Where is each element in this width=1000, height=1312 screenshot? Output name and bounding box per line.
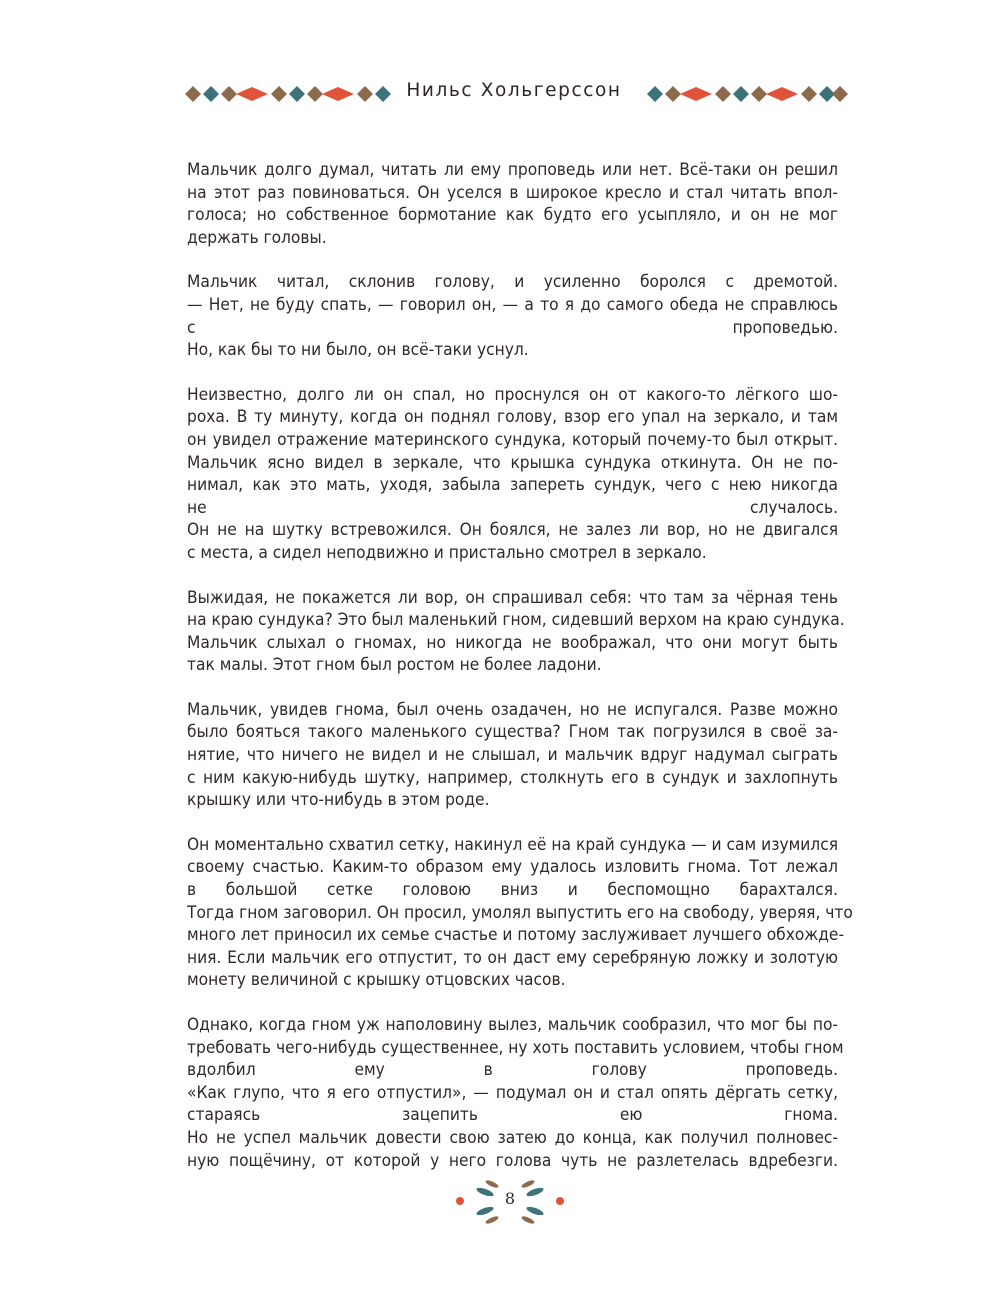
ornament-diamond-red	[680, 87, 712, 101]
ornament-diamond-teal	[733, 86, 749, 102]
text-line: нятие, что ничего не видел и не слышал, и мальчик вдруг надумал сыграть	[187, 745, 838, 766]
text-line: вдолбил ему в голову проповедь.	[187, 1060, 838, 1081]
text-line: стараясь зацепить ею гнома.	[187, 1105, 838, 1126]
paragraph	[187, 271, 838, 361]
text-line: крышку или что-нибудь в этом роде.	[187, 790, 490, 811]
ornament-diamond-brown	[801, 86, 817, 102]
ornament-diamond-brown	[185, 86, 201, 102]
text-line: с места, а сидел неподвижно и пристально смотрел в зеркало.	[187, 542, 707, 563]
text-line: голоса; но собственное бормотание как будто его усыпляло, и он не мог	[187, 205, 838, 226]
text-line: с ним какую-нибудь шутку, например, столкнуть его в сундук и захлопнуть	[187, 767, 838, 788]
text-line: роха. В ту минуту, когда он поднял голову, взор его упал на зеркало, и там	[187, 407, 838, 428]
paragraph	[187, 834, 853, 992]
text-line: своему счастью. Каким-то образом ему удалось изловить гнома. Тот лежал	[187, 857, 838, 878]
text-line: нимал, как это мать, уходя, забыла запереть сундук, чего с нею никогда	[187, 475, 838, 496]
ornament-diamond-brown	[271, 86, 287, 102]
ornament-diamond-red	[236, 87, 268, 101]
page-number: 8	[504, 1189, 516, 1208]
ornament-diamond-red	[766, 87, 798, 101]
text-line: Мальчик ясно видел в зеркале, что крышка сундука откинута. Он не по-	[187, 452, 838, 473]
paragraph	[187, 587, 845, 677]
paragraph	[187, 384, 838, 565]
ornament-diamond-teal	[647, 86, 663, 102]
text-line: Мальчик долго думал, читать ли ему проповедь или нет. Всё-таки он решил	[187, 160, 838, 180]
text-line: было бояться такого маленького существа? Гном так погрузился в своё за-	[187, 722, 838, 743]
text-line: Мальчик читал, склонив голову, и усиленно боролся с дремотой.	[187, 272, 838, 293]
text-line: Неизвестно, долго ли он спал, но проснулся он от какого-то лёгкого шо-	[187, 384, 838, 405]
folio-leaf-brown	[485, 1215, 500, 1225]
ornament-diamond-brown	[715, 86, 731, 102]
paragraph	[187, 1014, 844, 1172]
text-line: много лет приносил их семье счастье и потому заслуживает лучшего обхожде-	[187, 925, 845, 946]
ornament-diamond-teal	[289, 86, 305, 102]
text-line: Однако, когда гном уж наполовину вылез, мальчик сообразил, что мог бы по-	[187, 1015, 838, 1035]
text-line: Мальчик слыхал о гномах, но никогда не воображал, что они могут быть	[187, 632, 838, 653]
text-line: ния. Если мальчик его отпустит, то он даст ему серебряную ложку и золотую	[187, 947, 838, 968]
ornament-diamond-brown	[357, 86, 373, 102]
ornament-diamond-red	[322, 87, 354, 101]
text-line: ную пощёчину, от которой у него голова чуть не разлетелась вдребезги.	[187, 1150, 838, 1171]
folio-leaf-brown	[521, 1180, 536, 1189]
ornament-diamond-brown	[307, 86, 323, 102]
paragraph	[187, 699, 838, 812]
text-line: Мальчик, увидев гнома, был очень озадачен, но не испугался. Разве можно	[187, 699, 838, 720]
text-line: монету величиной с крышку отцовских часов.	[187, 970, 566, 991]
ornament-diamond-brown	[751, 86, 767, 102]
ornament-diamond-teal	[203, 86, 219, 102]
text-line: требовать чего-нибудь существеннее, ну хоть поставить условием, чтобы гном	[187, 1037, 844, 1058]
ornament-diamond-brown	[832, 86, 848, 102]
ornament-diamond-teal	[375, 86, 391, 102]
book-title: Нильс Хольгерссон	[406, 80, 622, 101]
text-line: он увидел отражение материнского сундука, который почему-то был открыт.	[187, 429, 838, 450]
text-line: «Как глупо, что я его отпустил», — подумал он и стал опять дёргать сетку,	[187, 1082, 838, 1103]
text-line: Но не успел мальчик довести свою затею до конца, как получил полновес-	[187, 1127, 838, 1148]
text-line: — Нет, не буду спать, — говорил он, — а то я до самого обеда не справлюсь	[187, 294, 838, 315]
text-line: в большой сетке головою вниз и беспомощно барахтался.	[187, 880, 838, 901]
running-header	[0, 76, 1000, 112]
folio-leaf-brown	[485, 1180, 500, 1189]
ornament-diamond-brown	[665, 86, 681, 102]
text-line: Он моментально схватил сетку, накинул её на край сундука — и сам изумился	[187, 834, 838, 855]
paragraph	[187, 159, 838, 249]
text-line: Он не на шутку встревожился. Он боялся, не залез ли вор, но не двигался	[187, 520, 838, 541]
text-line: так малы. Этот гном был ростом не более ладони.	[187, 655, 602, 676]
text-line: на краю сундука? Это был маленький гном, сидевший верхом на краю сундука.	[187, 610, 845, 631]
folio-leaf-brown	[521, 1215, 536, 1225]
text-line: с проповедью.	[187, 317, 838, 338]
text-line: Но, как бы то ни было, он всё-таки уснул.	[187, 340, 529, 361]
text-line: Тогда гном заговорил. Он просил, умолял выпустить его на свободу, уверяя, что	[187, 902, 853, 923]
text-line: на этот раз повиноваться. Он уселся в широкое кресло и стал читать впол-	[187, 182, 838, 203]
page-folio	[450, 1180, 570, 1228]
text-line: не случалось.	[187, 497, 838, 518]
body-text	[187, 159, 853, 1194]
text-line: держать головы.	[187, 227, 327, 248]
text-line: Выжидая, не покажется ли вор, он спрашивал себя: что там за чёрная тень	[187, 587, 838, 608]
ornament-diamond-brown	[221, 86, 237, 102]
